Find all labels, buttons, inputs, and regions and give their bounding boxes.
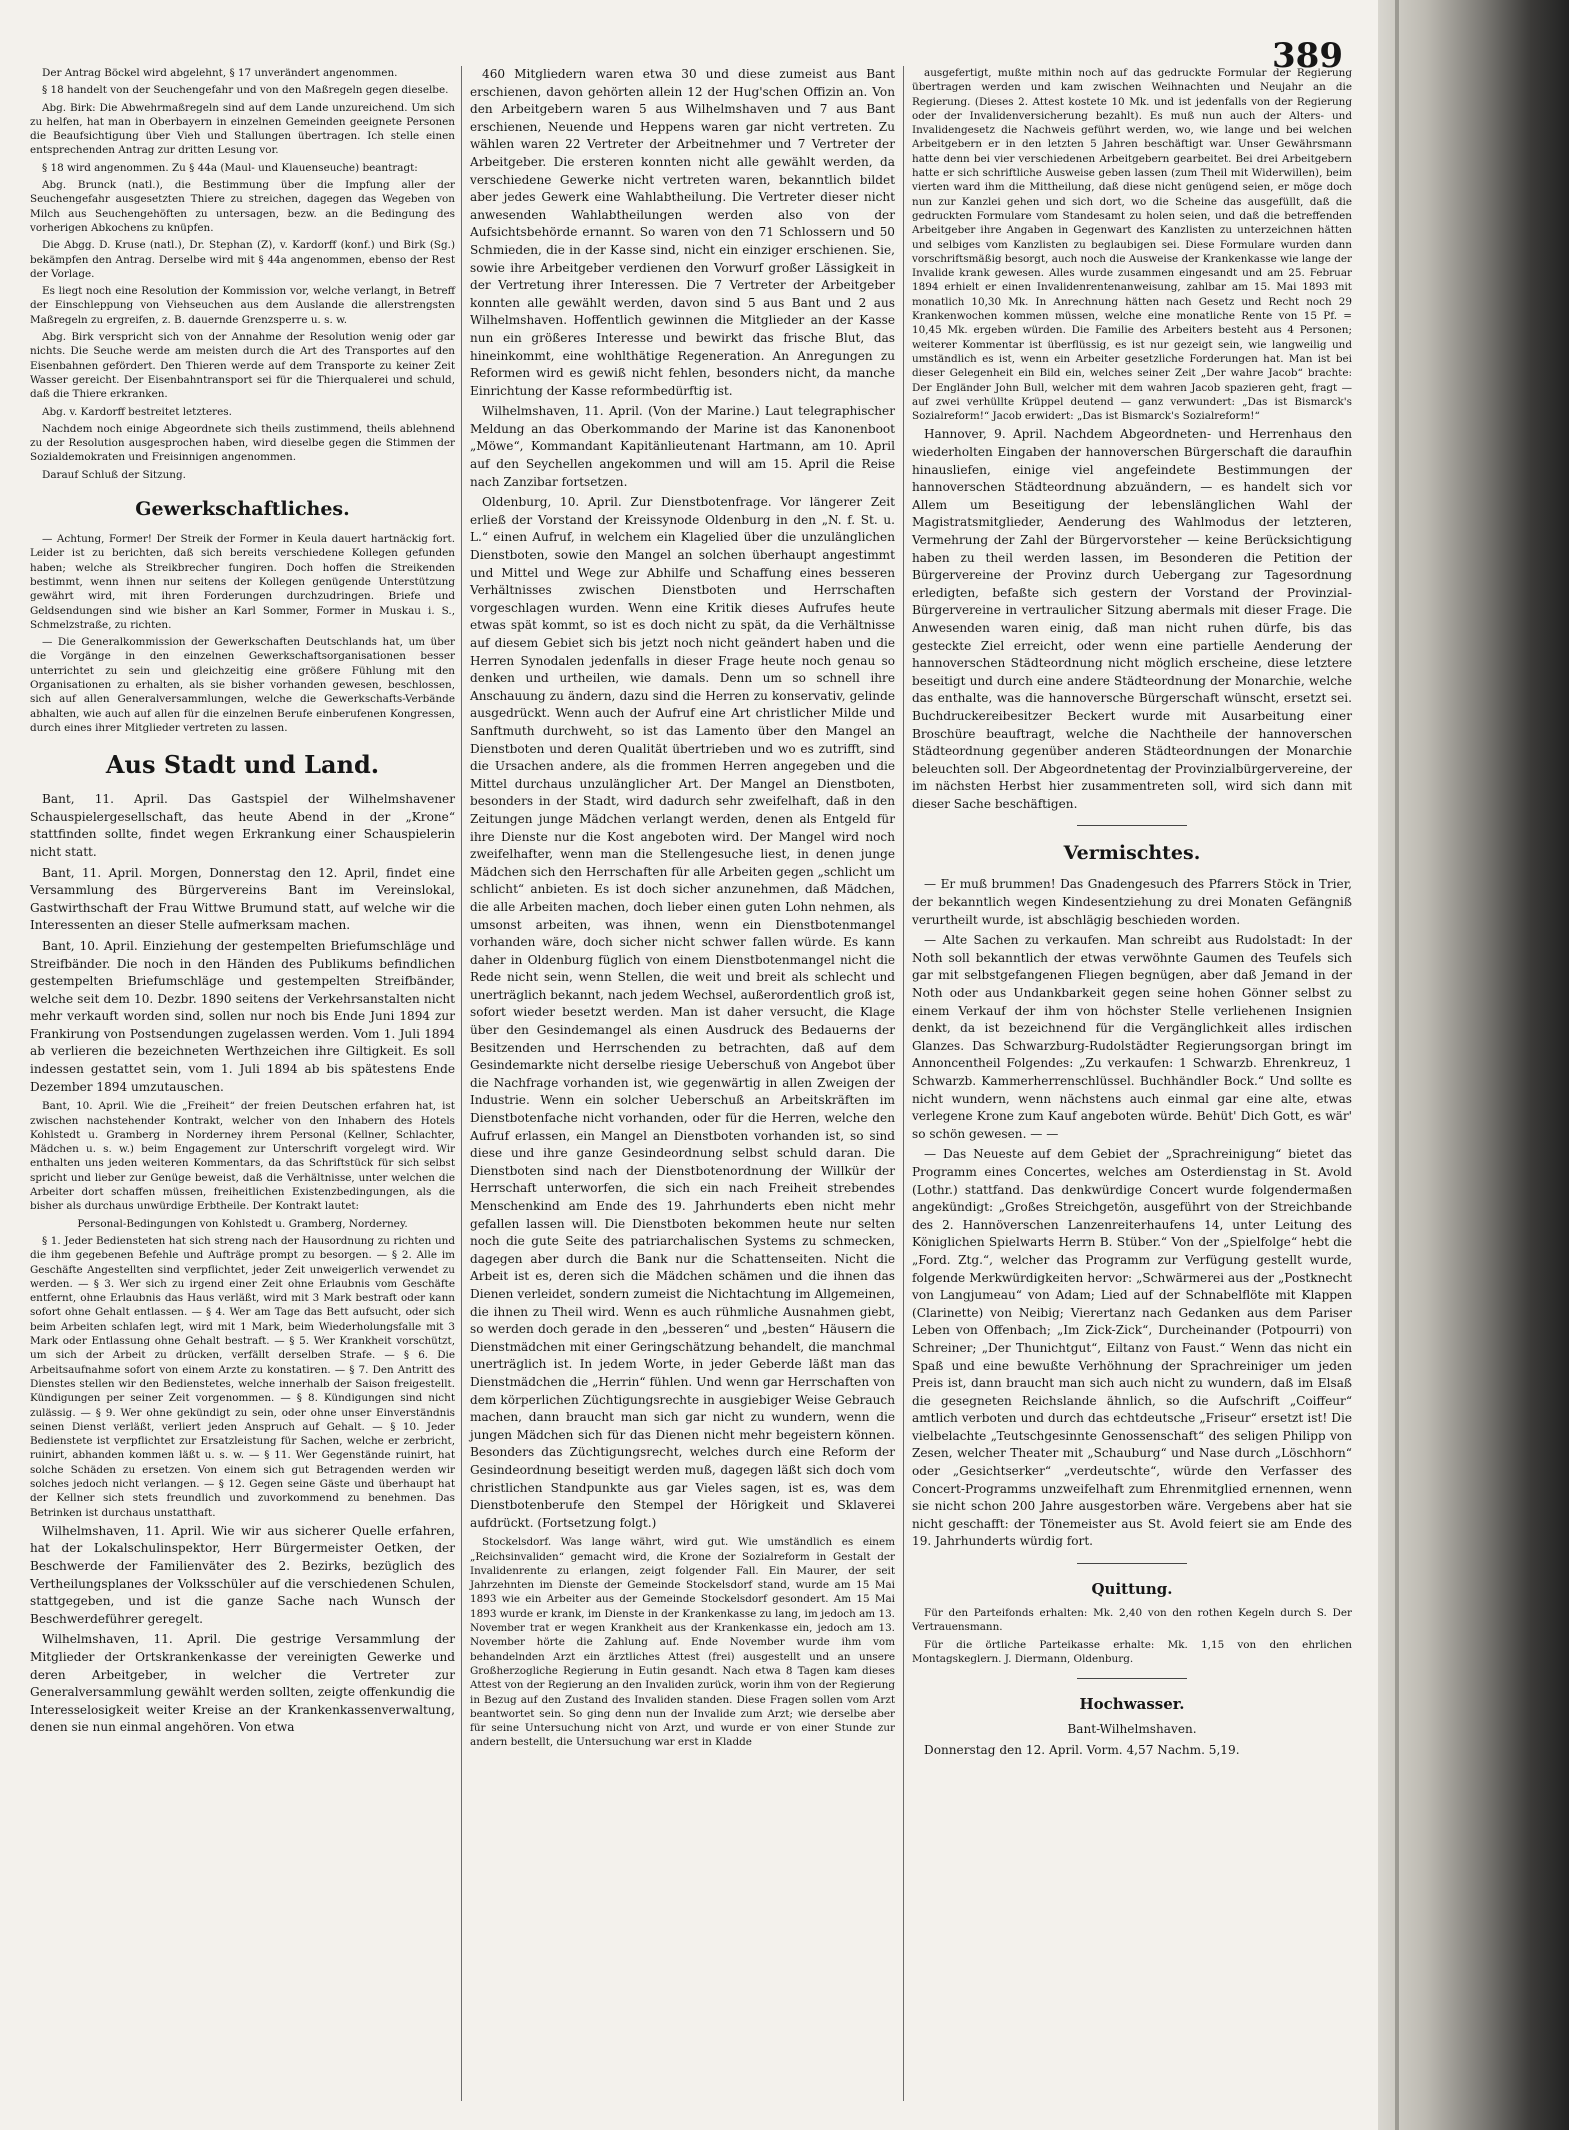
article-paragraph: — Er muß brummen! Das Gnadengesuch des Pfarrers Stöck in Trier, der bekanntlich wegen Kindesentziehung zu drei Monaten Gefängniß verurtheilt wurde, ist abschlägig beschieden worden. xyxy=(912,877,1352,927)
divider xyxy=(1077,825,1187,826)
article-paragraph: Bant, 11. April. Morgen, Donnerstag den 12. April, findet eine Versammlung des Bürgervereins Bant im Vereinslokal, Gastwirthschaft der Frau Wittwe Brumund statt, auf welche wir die Interessenten an dieser Stelle aufmerksam machen. xyxy=(30,865,455,933)
tide-times: Donnerstag den 12. April. Vorm. 4,57 Nachm. 5,19. xyxy=(924,1742,1240,1757)
page-number: 389 xyxy=(1272,36,1343,76)
divider xyxy=(1077,1678,1187,1679)
article-paragraph: Wilhelmshaven, 11. April. (Von der Marine.) Laut telegraphischer Meldung an das Oberkommando der Marine ist das Kanonenboot „Möwe“, Kommandant Kapitänlieutenant Hartmann, am 10. April auf den Seychellen angekommen und will am 15. April die Reise nach Zanzibar fortsetzen. xyxy=(470,404,895,489)
section-heading: Quittung. xyxy=(1091,1580,1173,1599)
section-heading: Hochwasser. xyxy=(1079,1695,1185,1714)
column-rule xyxy=(461,66,462,2101)
article-paragraph: § 18 wird angenommen. Zu § 44a (Maul- und Klauenseuche) beantragt: xyxy=(42,161,418,174)
article-paragraph: Stockelsdorf. Was lange währt, wird gut. Wie umständlich es einem „Reichsinvaliden“ gemacht wird, die Krone der Sozialreform in Gestalt der Invalidenrente zu erlangen, zeigt folgender Fall. Ein Maurer, der seit Jahrzehnten im Dienste der Gemeinde Stockelsdorf stand, wurde am 15 Mai 1893 wie ein Arbeiter aus der Gemeinde Stockelsdorf gesondert. Am 15 Mai 1893 wurde er krank, im Dienste in der Krankenkasse zu lang, im jedoch am 13. November trat er wegen Krankheit aus der Krankenkasse ein, jedoch am 13. November hörte die Zahlung auf. Ende November wurde ihm vom behandelnden Arzt ein ärztliches Attest (frei) ausgestellt und an unsere Großherzogliche Regierung in Eutin gesandt. Nach etwa 8 Tagen kam dieses Attest von der Regierung an den Invaliden zurück, worin ihm von der Regierung in Bezug auf den Zustand des Invaliden standen. Diese Fragen sollen vom Arzt beantwortet sein. So ging denn nun der Invalide zum Arzt; wie derselbe aber für seine Untersuchung nicht von Arzt, und wurde er von einer Stunde zur andern bestellt, die Untersuchung war erst in Kladde xyxy=(470,1536,895,1749)
article-paragraph: Nachdem noch einige Abgeordnete sich theils zustimmend, theils ablehnend zu der Resolution ausgesprochen haben, wird dieselbe gegen die Stimmen der Sozialdemokraten und Freisinnigen angenommen. xyxy=(30,422,455,464)
book-binding-edge xyxy=(1378,0,1569,2130)
section-heading: Aus Stadt und Land. xyxy=(105,750,380,780)
article-paragraph: Abg. v. Kardorff bestreitet letzteres. xyxy=(42,405,232,418)
article-paragraph: Der Antrag Böckel wird abgelehnt, § 17 unverändert angenommen. xyxy=(42,67,398,79)
article-paragraph: Hannover, 9. April. Nachdem Abgeordneten- und Herrenhaus den wiederholten Eingaben der hannoverschen Bürgerschaft die daraufhin hinausliefen, einige viel angefeindete Bestimmungen der hannoverschen Städteordnung abzuändern, — es handelt sich vor Allem um Beseitigung der lebenslänglichen Wahl der Magistratsmitglieder, Aenderung des Wahlmodus der letzteren, Vermehrung der Zahl der Bürgervorsteher — keine Berücksichtigung haben zu theil werden lassen, im Besonderen die Petition der Bürgervereine der Provinz durch Uebergang zur Tagesordnung erledigten, befaßte sich gestern der Vorstand der Provinzial-Bürgervereine in vertraulicher Sitzung abermals mit dieser Frage. Die Anwesenden waren einig, daß man nicht ruhen dürfe, bis das gesteckte Ziel erreicht, oder wenn eine partielle Aenderung der hannoverschen Städteordnung nicht möglich erscheine, diese letztere beseitigt und durch eine andere Städteordnung der Monarchie, welche das enthalte, was die hannoversche Bürgerschaft wünscht, ersetzt sei. Buchdruckereibesitzer Beckert wurde mit Ausarbeitung einer Broschüre beauftragt, welche die Nachtheile der hannoverschen Städteordnung gegenüber anderen Städteordnungen der Monarchie beleuchten soll. Der Abgeordnetentag der Provinzialbürgervereine, der im nächsten Herbst hier zusammentreten soll, wird sich dann mit dieser Sache beschäftigen. xyxy=(912,427,1352,811)
article-paragraph: Wilhelmshaven, 11. April. Die gestrige Versammlung der Mitglieder der Ortskrankenkasse der vereinigten Gewerke und deren Arbeitgeber, in welcher die Vertreter zur Generalversammlung gewählt werden sollten, zeigte offenkundig die Interesselosigkeit weiter Kreise an der Krankenkassenverwaltung, denen sie nun einmal angehören. Von etwa xyxy=(30,1632,455,1735)
column-1 xyxy=(30,66,455,1740)
column-rule xyxy=(903,66,904,2101)
article-paragraph: Abg. Birk: Die Abwehrmaßregeln sind auf dem Lande unzureichend. Um sich zu helfen, hat man in Oberbayern in einzelnen Gemeinden geeignete Personen die Beaufsichtigung über Vieh und Stallungen übertragen. Ich stelle einen entsprechenden Antrag zur dritten Lesung vor. xyxy=(30,101,455,157)
binding-fold xyxy=(1395,0,1399,2130)
article-paragraph: § 1. Jeder Bediensteten hat sich streng nach der Hausordnung zu richten und die ihm gegebenen Befehle und Aufträge prompt zu besorgen. — § 2. Alle im Geschäfte Angestellten sind verpflichtet, jeder Zeit unweigerlich verwendet zu werden. — § 3. Wer sich zu irgend einer Zeit ohne Erlaubnis vom Geschäfte entfernt, ohne Erlaubnis das Haus verläßt, wird mit 3 Mark bestraft oder kann sofort ohne Gehalt entlassen. — § 4. Wer am Tage das Bett aufsucht, oder sich beim Arbeiten schlafen legt, wird mit 1 Mark, beim Wiederholungsfalle mit 3 Mark oder Entlassung ohne Gehalt bestraft. — § 5. Wer Krankheit vorschützt, um sich der Arbeit zu drücken, verfällt derselben Strafe. — § 6. Die Arbeitsaufnahme sofort von einem Arzte zu konstatiren. — § 7. Den Antritt des Dienstes stellen wir den Bedienstetes, welche innerhalb der Saison freigestellt. Kündigungen per seiner Zeit vorgenommen. — § 8. Kündigungen sind nicht zulässig. — § 9. Wer ohne gekündigt zu sein, oder ohne unser Einverständnis seinen Dienst verläßt, verliert jeden Anspruch auf Gehalt. — § 10. Jeder Bedienstete ist verpflichtet zur Ersatzleistung für Sachen, welche er zerbricht, ruinirt, abhanden kommen läßt u. s. w. — § 11. Wer Gegenstände ruinirt, hat solche Schäden zu ersetzen. Von einem sich gut Betragenden werden wir solches jedoch nicht verlangen. — § 12. Gegen seine Gäste und überhaupt hat der Kellner sich stets freundlich und zuvorkommend zu benehmen. Das Betrinken ist durchaus unstatthaft. xyxy=(30,1234,455,1519)
article-paragraph: 460 Mitgliedern waren etwa 30 und diese zumeist aus Bant erschienen, davon gehörten allein 12 der Hug'schen Offizin an. Von den Arbeitgebern waren 5 aus Wilhelmshaven und 7 aus Bant erschienen, Neuende und Heppens waren gar nicht vertreten. Zu wählen waren 22 Vertreter der Arbeitnehmer und 7 Vertreter der Arbeitgeber. Die ersteren konnten nicht alle gewählt werden, da verschiedene Gewerke nicht vertreten waren, bekanntlich bildet aber jedes Gewerk eine Wahlabtheilung. Die Vertreter dieser nicht anwesenden Wahlabtheilungen werden also von der Aufsichtsbehörde ernannt. So waren von den 71 Schlossern und 50 Schmieden, die in der Kasse sind, nicht ein einziger erschienen. Sie, sowie ihre Arbeitgeber verdienen den Vorwurf großer Lässigkeit in der Vertretung ihrer Interessen. Die 7 Vertreter der Arbeitgeber konnten alle gewählt werden, davon sind 5 aus Bant und 2 aus Wilhelmshaven. Hoffentlich gewinnen die Mitglieder an der Kasse nun ein größeres Interesse und bewirkt das frische Blut, das hineinkommt, eine wohlthätige Regeneration. An Anregungen zu Reformen wird es gewiß nicht fehlen, besonders nicht, da manche Einrichtung der Kasse reformbedürftig ist. xyxy=(470,67,895,398)
article-paragraph: § 18 handelt von der Seuchengefahr und von den Maßregeln gegen dieselbe. xyxy=(42,84,449,97)
article-paragraph: — Die Generalkommission der Gewerkschaften Deutschlands hat, um über die Vorgänge in den einzelnen Gewerkschaftsorganisationen besser unterrichtet zu sein und gleichzeitig eine größere Fühlung mit den Organisationen zu erhalten, als sie bisher vorhanden gewesen, beschlossen, sich auf allen Generalversammlungen, welche die Gewerkschafts-Verbände abhalten, wie auch auf allen für die einzelnen Berufe einberufenen Kongressen, durch eines ihrer Mitglieder vertreten zu lassen. xyxy=(30,636,455,734)
contract-title: Personal-Bedingungen von Kohlstedt u. Gramberg, Norderney. xyxy=(77,1217,408,1230)
article-paragraph: Die Abgg. D. Kruse (natl.), Dr. Stephan (Z), v. Kardorff (konf.) und Birk (Sg.) bekämpfen den Antrag. Derselbe wird mit § 44a angenommen, ebenso der Rest der Vorlage. xyxy=(30,239,455,280)
divider xyxy=(1077,1563,1187,1564)
column-3 xyxy=(912,66,1352,1762)
article-paragraph: Bant, 10. April. Wie die „Freiheit“ der freien Deutschen erfahren hat, ist zwischen nachstehender Kontrakt, welcher von den Inhabern des Hotels Kohlstedt u. Gramberg in Norderney ihrem Personal (Kellner, Schlachter, Mädchen u. s. w.) beim Engagement zur Unterschrift vorgelegt wird. Wir enthalten uns jeden weiteren Kommentars, da das Schriftstück für sich selbst spricht und lieber zur Genüge beweist, daß die Verhältnisse, unter welchen die Arbeiter dort schaffen müssen, freiheitlichen Existenzbedingungen, als die bisher als durchaus unwürdige Erbtheile. Der Kontrakt lautet: xyxy=(30,1100,455,1213)
receipt-line: Für den Parteifonds erhalten: Mk. 2,40 von den rothen Kegeln durch S. Der Vertrauensmann. xyxy=(912,1607,1352,1634)
article-paragraph: Wilhelmshaven, 11. April. Wie wir aus sicherer Quelle erfahren, hat der Lokalschulinspektor, Herr Bürgermeister Oetken, der Beschwerde der Familienväter des 2. Bezirks, bezüglich des Vertheilungsplanes der Volksschüler auf die verschiedenen Schulen, stattgegeben, und ist die ganze Sache nach Wunsch der Beschwerdeführer geregelt. xyxy=(30,1523,455,1626)
article-paragraph: Bant, 10. April. Einziehung der gestempelten Briefumschläge und Streifbänder. Die noch in den Händen des Publikums befindlichen gestempelten Briefumschläge und gestempelten Streifbänder, welche seit dem 10. Dezbr. 1890 seitens der Verkehrsanstalten nicht mehr verkauft worden sind, sollen nur noch bis Ende Juni 1894 zur Frankirung von Postsendungen zugelassen werden. Vom 1. Juli 1894 ab verlieren die bezeichneten Werthzeichen ihre Giltigkeit. Es soll indessen gestattet sein, vom 1. Juli 1894 ab bis spätestens Ende Dezember 1894 umzutauschen. xyxy=(30,938,455,1094)
article-paragraph: — Achtung, Former! Der Streik der Former in Keula dauert hartnäckig fort. Leider ist zu berichten, daß sich bereits verschiedene Kollegen gefunden haben; welche als Streikbrecher fungiren. Doch hoffen die Streikenden bestimmt, wenn ihnen nur seitens der Kollegen genügende Unterstützung gewährt wird, mit ihren Forderungen durchzudringen. Briefe und Geldsendungen sind wie bisher an Karl Sommer, Former in Muskau i. S., Schmelzstraße, zu richten. xyxy=(30,533,455,631)
article-paragraph: — Das Neueste auf dem Gebiet der „Sprachreinigung“ bietet das Programm eines Concertes, welches am Osterdienstag in St. Avold (Lothr.) stattfand. Das denkwürdige Concert wurde folgendermaßen angekündigt: „Großes Streichgetön, ausgeführt von der Streichbande des 2. Hannöverschen Lanzenreiterhaufens 14, unter Leitung des Königlichen Spielwarts Herrn B. Stüber.“ Von der „Spielfolge“ hebt die „Ford. Ztg.“, welcher das Programm zur Verfügung gestellt wurde, folgende Merkwürdigkeiten hervor: „Schwärmerei aus der „Postknecht von Langjumeau“ von Adam; Lied auf der Schnabelflöte mit Klappen (Clarinette) von Neibig; Vierertanz nach Gedanken aus dem Pariser Leben von Offenbach; „Im Zick-Zick“, Durcheinander (Potpourri) von Schreiner; „Der Thunichtgut“, Eiltanz von Faust.“ Wenn das nicht ein Spaß und eine bewußte Verhöhnung der Sprachreiniger um jeden Preis ist, dann braucht man sich auch nicht zu wundern, daß im Elsaß die gesegneten Reichslande ähnlich, so die Aufschrift „Coiffeur“ amtlich verboten und durch das echtdeutsche „Friseur“ ersetzt ist! Die vielbelachte „Teutschgesinnte Genossenschaft“ des seligen Philipp von Zesen, welcher Theater mit „Schauburg“ und Nase durch „Löschhorn“ oder „Gesichtserker“ „verdeutschte“, würde den Verfasser des Concert-Programms unzweifelhaft zum Ehrenmitglied ernennen, wenn sie nicht schon 200 Jahre ausgestorben wäre. Vergebens aber hat sie nicht geschafft: der Tönemeister aus St. Avold feiert sie am Ende des 19. Jahrhunderts würdig fort. xyxy=(912,1147,1352,1549)
section-heading: Gewerkschaftliches. xyxy=(135,498,350,521)
article-paragraph: Abg. Birk verspricht sich von der Annahme der Resolution wenig oder gar nichts. Die Seuche werde am meisten durch die Art des Transportes auf den Eisenbahnen gefördert. Den Thieren werde auf dem Transporte zu keiner Zeit Wasser gereicht. Der Eisenbahntransport sei für die Thierqualerei und schuld, daß die Thiere erkranken. xyxy=(30,331,455,401)
article-paragraph: Abg. Brunck (natl.), die Bestimmung über die Impfung aller der Seuchengefahr ausgesetzten Thiere zu streichen, dagegen das Wegeben von Milch aus Seuchengehöften zu untersagen, bezw. an die Bedingung des vorherigen Abkochens zu knüpfen. xyxy=(30,179,455,234)
article-paragraph: Darauf Schluß der Sitzung. xyxy=(42,468,186,481)
tide-subtitle: Bant-Wilhelmshaven. xyxy=(1067,1722,1197,1737)
article-paragraph: Oldenburg, 10. April. Zur Dienstbotenfrage. Vor längerer Zeit erließ der Vorstand der Kreissynode Oldenburg in den „N. f. St. u. L.“ einen Aufruf, in welchem ein Klagelied über die unzulänglichen Dienstboten, sowie den Mangel an solchen überhaupt angestimmt und Mittel und Wege zur Abhilfe und Schaffung eines besseren Verhältnisses zwischen Dienstboten und Herrschaften vorgeschlagen wurden. Wenn eine Kritik dieses Aufrufes heute etwas spät kommt, so ist es doch nicht zu spät, da die Verhältnisse auf diesem Gebiet sich bis jetzt noch nicht geändert haben und die Herren Synodalen jedenfalls in dieser Frage heute noch genau so denken und urtheilen, wie damals. Denn um so schnell ihre Anschauung zu ändern, dazu sind die Herren zu konservativ, gelinde ausgedrückt. Wenn auch der Aufruf eine Art christlicher Milde und Sanftmuth durchweht, so ist das Lamento über den Mangel an Dienstboten und deren Qualität übertrieben und wo es zutrifft, sind die Ursachen andere, als die frommen Herren angegeben und die Mittel durchaus unzulänglicher Art. Der Mangel an Dienstboten, besonders in der Stadt, wird dadurch sehr zweifelhaft, daß in den Zeitungen junge Mädchen verlangt werden, denen als Entgeld für ihre Dienste nur die Kost angeboten wird. Der Mangel wird noch zweifelhafter, wenn man die Stellengesuche liest, in denen junge Mädchen sich den Herrschaften für alle Arbeiten gegen „schlicht um schlicht“ anbieten. Es ist doch sicher anzunehmen, daß Mädchen, die alle Arbeiten machen, doch lieber einen guten Lohn nehmen, als umsonst arbeiten, was ihnen, wenn ein Dienstbotenmangel vorhanden wäre, doch sicher nicht schwer fallen würde. Es kann daher in Oldenburg füglich von einem Dienstbotenmangel nicht die Rede nicht sein, wenn Stellen, die weit und breit als schlecht und unerträglich bekannt, nach jedem Wechsel, außerordentlich groß ist, sofort wieder besetzt werden. Man ist daher versucht, die Klage über den Gesindemangel als einen Ausdruck des Bedauerns der Besitzenden und Herrschenden zu betrachten, daß auf dem Gesindemarkte nicht derselbe riesige Ueberschuß von Angebot über die Nachfrage vorhanden ist, wie gegenwärtig in allen Zweigen der Industrie. Wenn ein solcher Ueberschuß an Arbeitskräften im Dienstbotenfache nicht vorhanden, oder für die Herren, welche den Aufruf erlassen, ein Mangel an Dienstboten vorhanden ist, so sind diese und ihre ganze Gesindeordnung selbst schuld daran. Die Dienstboten sind nach der Dienstbotenordnung der Willkür der Herrschaft unterworfen, die sich ein nach Freiheit strebendes Menschenkind am Ende des 19. Jahrhunderts eben nicht mehr gefallen lassen will. Die Dienstboten bekommen heute nur selten noch die gute Seite des patriarchalischen Systems zu schmecken, dagegen aber durch die Bank nur die Schattenseiten. Nicht die Arbeit ist es, deren sich die Mädchen schämen und die ihnen das Dienen verleidet, sondern zumeist die Nichtachtung im Allgemeinen, die ihnen zu Theil wird. Wenn es auch rühmliche Ausnahmen giebt, so werden doch gerade in den „besseren“ und „besten“ Häusern die Dienstmädchen mit einer Geringschätzung behandelt, die manchmal unerträglich ist. In jedem Worte, in jeder Geberde läßt man das Dienstmädchen die „Herrin“ fühlen. Und wenn gar Herrschaften von dem körperlichen Züchtigungsrechte in ausgiebiger Weise Gebrauch machen, dann braucht man sich gar nicht zu wundern, wenn die jungen Mädchen sich für das Dienen nicht mehr begeistern können. Besonders das Züchtigungsrecht, welches durch eine Reform der Gesindeordnung beseitigt werden muß, dagegen läßt sich doch vom christlichen Standpunkte aus gar Vieles sagen, ist es, was dem Dienstbotenberufe den Stempel der Hörigkeit und Sklaverei aufdrückt. (Fortsetzung folgt.) xyxy=(470,495,895,1530)
receipt-line: Für die örtliche Parteikasse erhalte: Mk. 1,15 von den ehrlichen Montagskeglern. J. Diermann, Oldenburg. xyxy=(912,1638,1352,1665)
section-heading: Vermischtes. xyxy=(1063,842,1201,865)
column-2 xyxy=(470,66,895,1753)
article-paragraph: — Alte Sachen zu verkaufen. Man schreibt aus Rudolstadt: In der Noth soll bekanntlich der etwas verwöhnte Gaumen des Teufels sich gar mit selbstgefangenen Fliegen begnügen, aber daß Jemand in der Noth oder aus Undankbarkeit gegen seine hohen Gönner selbst zu einem Verkauf der ihm von höchster Stelle verliehenen Insignien denkt, da ist bezeichnend für die Vergänglichkeit alles irdischen Glanzes. Das Schwarzburg-Rudolstädter Regierungsorgan bringt im Annoncentheil Folgendes: „Zu verkaufen: 1 Schwarzb. Ehrenkreuz, 1 Schwarzb. Kammerherrenschlüssel. Buchhändler Bock.“ Und sollte es nicht wundern, wenn nächstens auch einmal gar eine alte, etwas verlegene Krone zum Kauf angeboten würde. Behüt' Dich Gott, es wär' so schön gewesen. — — xyxy=(912,933,1352,1141)
article-paragraph: Bant, 11. April. Das Gastspiel der Wilhelmshavener Schauspielergesellschaft, das heute Abend in der „Krone“ stattfinden sollte, findet wegen Erkrankung einer Schauspielerin nicht statt. xyxy=(30,792,455,859)
article-paragraph: Es liegt noch eine Resolution der Kommission vor, welche verlangt, in Betreff der Einschleppung von Viehseuchen aus dem Auslande die allerstrengsten Maßregeln zu ergreifen, z. B. dauernde Grenzsperre u. s. w. xyxy=(30,285,455,326)
article-paragraph: ausgefertigt, mußte mithin noch auf das gedruckte Formular der Regierung übertragen werden und kam zwischen Weihnachten und Neujahr an die Regierung. (Dieses 2. Attest kostete 10 Mk. und ist jedenfalls von der Regierung oder der Invalidenversicherung bezahlt). Es muß nun auch der Alters- und Invalidengesetz die Nachweis geführt werden, wo, wie lange und bei welchen Arbeitgebern er in den letzten 5 Jahren beschäftigt war. Unser Gewährsmann hatte denn bei vier verschiedenen Arbeitgebern gearbeitet. Bei drei Arbeitgebern hatte er sich schriftliche Ausweise geben lassen (zum Theil mit Widerwillen), beim vierten ward ihm die Mittheilung, daß diese nicht genügend seien, er möge doch nun zur Kanzlei gehen und sich dort, wo die Scheine das ausgefüllt, daß die gedruckten Formulare vom Standesamt zu holen seien, und daß die betreffenden Arbeitgeber ihre Angaben in Gegenwart des Kanzlisten zu unterzeichnen hätten und selbiges vom Kanzlisten zu beglaubigen sei. Diese Formulare wurden dann vorschriftsmäßig besorgt, auch noch die Ausweise der Krankenkasse wie lange der Invalide krank gewesen. Alles wurde zusammen eingesandt und am 25. Februar 1894 erhielt er einen Invalidenrentenanweisung, zahlbar am 15. Mai 1893 mit monatlich 10,30 Mk. In Anrechnung hätten nach Gesetz und Recht noch 29 Krankenwochen kommen müssen, welche eine monatliche Rente von 15 Pf. = 10,45 Mk. ergeben würden. Die Familie des Arbeiters besteht aus 4 Personen; weiterer Kommentar ist überflüssig, es ist nur gezeigt sein, wie langweilig und umständlich es ist, wenn ein Arbeiter gesetzliche Forderungen hat. Man ist bei dieser Gelegenheit ein Bild ein, welches seiner Zeit „Der wahre Jacob“ brachte: Der Engländer John Bull, welcher mit dem wahren Jacob spazieren geht, fragt — auf zwei verhüllte Krüppel deutend — ganz verwundert: „Das ist Bismarck's Sozialreform!“ Jacob erwidert: „Das ist Bismarck's Sozialreform!“ xyxy=(912,67,1352,423)
